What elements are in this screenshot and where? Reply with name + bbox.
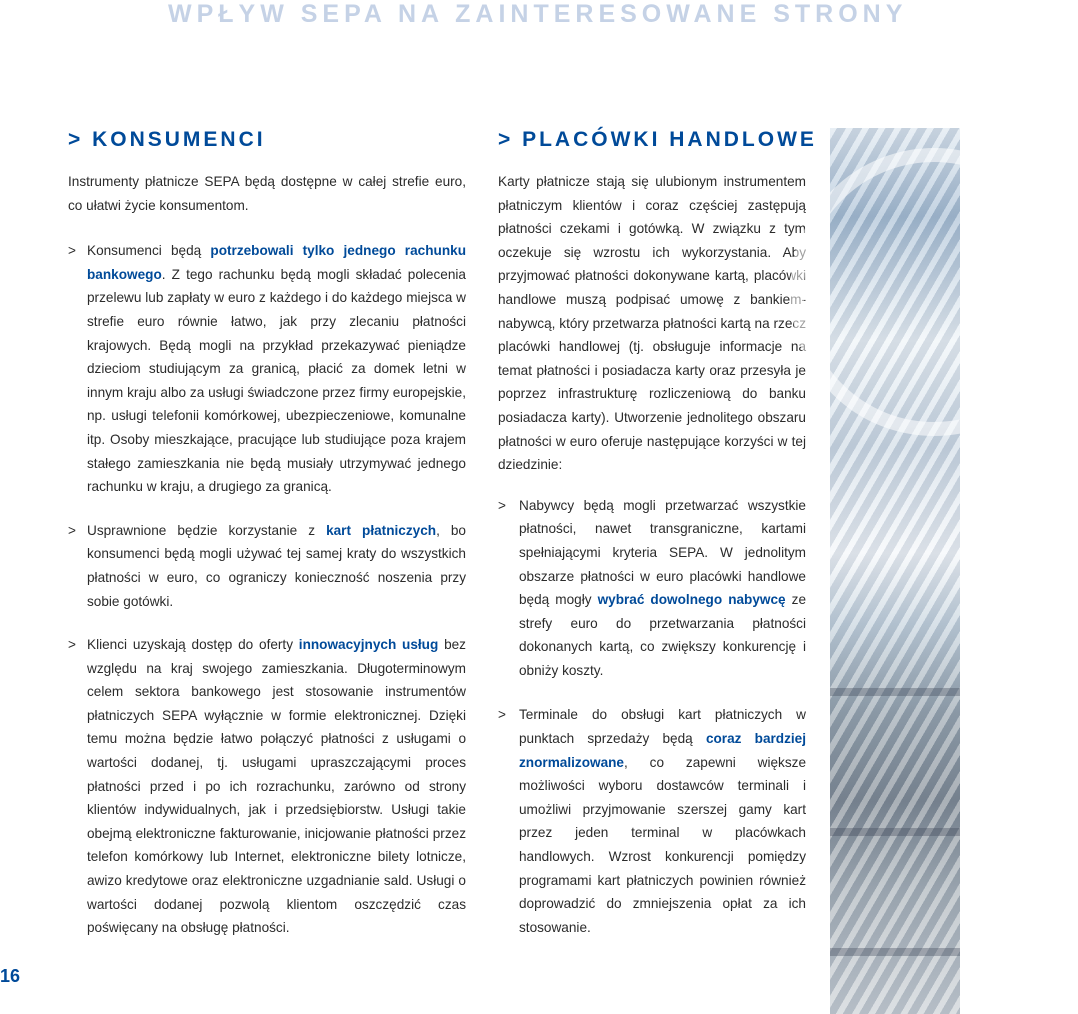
bullet-text: Nabywcy będą mogli przetwarzać wszystkie płatności, nawet transgraniczne, kartami spełniającymi kryteria SEPA. W jednolitym obszarze płatności w euro placówki handlowe będą mogły — [519, 497, 806, 608]
bullet-marker: > — [68, 522, 76, 538]
bullet-text: Terminale do obsługi kart płatniczych w punktach sprzedaży będą — [519, 707, 806, 747]
consumers-bullet-single-account — [68, 239, 466, 499]
bullet-text: Konsumenci będą — [87, 243, 211, 259]
photo-beam — [830, 828, 960, 836]
photo-arch-shape — [790, 148, 1078, 436]
bullet-text: Usprawnione będzie korzystanie z — [87, 522, 327, 538]
page-number: 16 — [0, 966, 21, 986]
bullet-text: bez względu na kraj swojego zamieszkania. Długoterminowym celem sektora bankowego jest stosowanie instrumentów płatniczych SEPA wyłącznie w formie elektronicznej. Dzięki temu można będzie łatwo połączyć płatności z usługami o wartości dodanej, tj. usługami upraszczającymi proces płatności przed i po ich rozrachunku, zarówno od strony klientów indywidualnych, jak i przedsiębiorstw. Usługi takie obejmą elektroniczne fakturowanie, inicjowanie płatności przez telefon komórkowy lub Internet, elektroniczne bilety lotnicze, awizo kredytowe oraz elektroniczne uzgadnianie sald. Usługi o wartości dodanej pozwolą klientom oszczędzić czas poświęcany na obsługę płatności. — [87, 637, 466, 936]
retailers-bullet-terminals — [498, 703, 806, 939]
bullet-marker: > — [498, 707, 506, 723]
consumers-intro: Instrumenty płatnicze SEPA będą dostępne w całej strefie euro, co ułatwi życie konsumentom. — [68, 174, 466, 213]
consumers-bullet-cards — [68, 519, 466, 613]
bullet-text: ze strefy euro do przetwarzania płatności dokonanych kartą, co zwiększy konkurencję i obniży koszty. — [519, 592, 807, 678]
bullet-highlight: wybrać dowolnego nabywcę — [597, 592, 786, 608]
retailers-intro: Karty płatnicze stają się ulubionym instrumentem płatniczym klientów i coraz częściej zastępują płatności czekami i gotówką. W związku z tym oczekuje się wzrostu ich wykorzystania. Aby przyjmować płatności dokonywane kartą, placówki handlowe muszą podpisać umowę z bankiem-nabywcą, który przetwarza płatności kartą na rzecz placówki handlowej (tj. obsługuje informacje na temat płatności i posiadacza karty oraz przesyła je poprzez infrastrukturę rozliczeniową do banku posiadacza karty). Utworzenie jednolitego obszaru płatności w euro oferuje następujące korzyści w tej dziedzinie: — [498, 174, 806, 473]
consumers-bullet-innovative-services — [68, 633, 466, 940]
photo-beam — [830, 688, 960, 696]
retailers-bullet-acquirers — [498, 494, 806, 683]
consumers-heading: > KONSUMENCI — [68, 128, 266, 151]
retailers-section — [498, 128, 817, 939]
photo-beam — [830, 948, 960, 956]
consumers-section — [68, 128, 466, 940]
bullet-text: , bo konsumenci będą mogli używać tej samej kraty do wszystkich płatności w euro, co ograniczy konieczność noszenia przy sobie gotówki. — [87, 522, 466, 609]
bullet-marker: > — [498, 497, 506, 513]
bullet-highlight: coraz bardziej znormalizowane — [519, 731, 807, 770]
bullet-text: . Z tego rachunku będą mogli składać polecenia przelewu lub zapłaty w euro z każdego i do każdego miejsca w strefie euro równie łatwo, jak przy zlecaniu płatności krajowych. Będą mogli na przykład przekazywać pieniądze dzieciom studiującym za granicą, płacić za domek letni w innym kraju albo za usługi świadczone przez firmy europejskie, np. usługi telefonii komórkowej, ubezpieczeniowe, komunalne itp. Osoby mieszkające, pracujące lub studiujące poza krajem stałego zamieszkania nie będą musiały utrzymywać jednego rachunku w kraju, a drugiego za granicą. — [87, 266, 466, 495]
bullet-text: Klienci uzyskają dostęp do oferty — [87, 637, 299, 653]
bullet-marker: > — [68, 243, 76, 259]
bullet-highlight: potrzebowali tylko jednego rachunku bankowego — [87, 243, 466, 282]
retailers-heading: > PLACÓWKI HANDLOWE — [498, 128, 817, 151]
page-header-title: WPŁYW SEPA NA ZAINTERESOWANE STRONY — [168, 0, 908, 28]
bullet-highlight: kart płatniczych — [326, 522, 437, 538]
bullet-highlight: innowacyjnych usług — [298, 637, 439, 653]
bullet-text: , co zapewni większe możliwości wyboru dostawców terminali i umożliwi przyjmowanie szerszej gamy kart przez jeden terminal w placówkach handlowych. Wzrost konkurencji pomiędzy programami kart płatniczych powinien również doprowadzić do zmniejszenia opłat za ich stosowanie. — [519, 754, 806, 935]
bullet-marker: > — [68, 637, 76, 653]
decorative-photo — [830, 128, 960, 1014]
